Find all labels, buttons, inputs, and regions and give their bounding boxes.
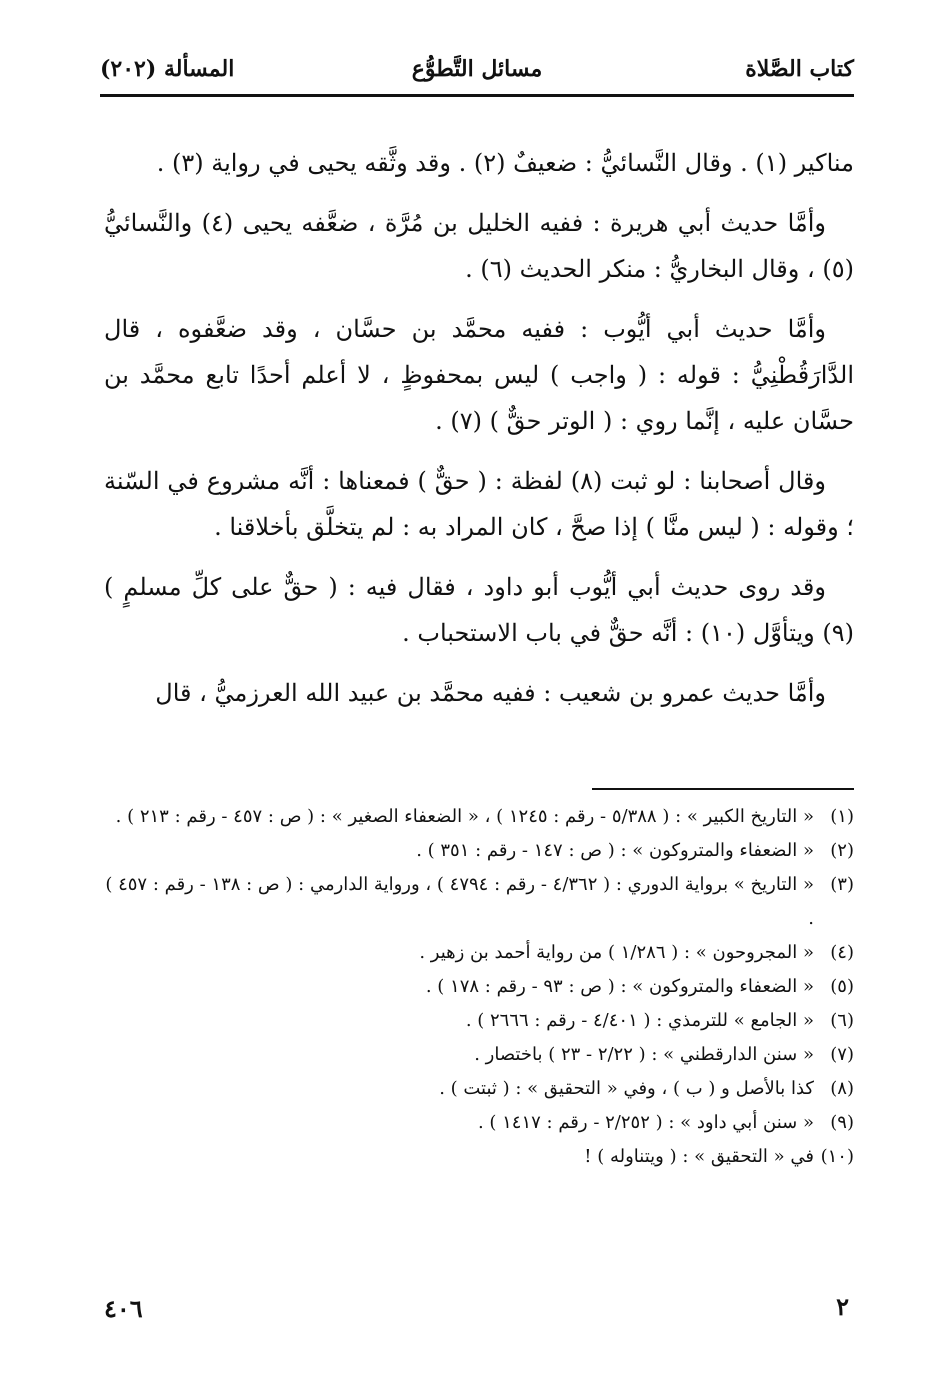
running-header [100, 52, 854, 92]
footnote-number: (٢) [830, 840, 854, 861]
footnote-number: (٤) [830, 942, 854, 963]
footnote-text: « سنن أبي داود » : ( ٢/٢٥٢ - رقم : ١٤١٧ ) . [477, 1112, 814, 1133]
footnote-text: في « التحقيق » : ( ويتناوله ) ! [584, 1146, 814, 1167]
main-text [104, 140, 854, 730]
paragraph: مناكير (١) . وقال النَّسائيُّ : ضعيفٌ (٢) . وقد وثَّقه يحيى في رواية (٣) . [156, 149, 854, 177]
paragraph: وأمَّا حديث عمرو بن شعيب : ففيه محمَّد بن عبيد الله العرزميُّ ، قال [155, 679, 826, 707]
footnote-number: (١) [830, 806, 854, 827]
footnote-number: (١٠) [820, 1146, 854, 1167]
footnote-text: « التاريخ » برواية الدوري : ( ٤/٣٦٢ - رقم : ٤٧٩٤ ) ، ورواية الدارمي : ( ص : ١٣٨ - رقم : ٤٥٧ ) . [105, 874, 814, 929]
header-divider [100, 94, 854, 97]
footnote [104, 1140, 854, 1174]
footnote [104, 1072, 854, 1106]
footnote-divider [592, 788, 854, 790]
footnote-text: « سنن الدارقطني » : ( ٢/٢٢ - ٢٣ ) باختصار . [474, 1044, 814, 1065]
footnote-text: « الضعفاء والمتروكون » : ( ص : ٩٣ - رقم : ١٧٨ ) . [425, 976, 814, 997]
paragraph: وقد روى حديث أبي أيُّوب أبو داود ، فقال فيه : ( حقٌّ على كلِّ مسلمٍ ) (٩) ويتأوَّل (١٠) : أنَّه حقٌّ في باب الاستحباب . [104, 573, 854, 647]
footnotes [104, 800, 854, 1174]
header-issue-number: المسألة (٢٠٢) [100, 56, 235, 82]
footnote [104, 936, 854, 970]
footnote-text: « التاريخ الكبير » : ( ٥/٣٨٨ - رقم : ١٢٤٥ ) ، « الضعفاء الصغير » : ( ص : ٤٥٧ - رقم : ٢١٣ ) . [115, 806, 814, 827]
footnote [104, 834, 854, 868]
footnote-number: (٨) [830, 1078, 854, 1099]
footnote-number: (٦) [830, 1010, 854, 1031]
footnote-number: (٣) [830, 874, 854, 895]
footnote [104, 1106, 854, 1140]
footnote [104, 1004, 854, 1038]
volume-number: ٢ [836, 1292, 849, 1321]
footnote [104, 1038, 854, 1072]
paragraph: وقال أصحابنا : لو ثبت (٨) لفظة : ( حقٌّ ) فمعناها : أنَّه مشروع في السّنة ؛ وقوله : ( ليس منَّا ) إذا صحَّ ، كان المراد به : لم يتخلَّق بأخلاقنا . [104, 467, 854, 541]
header-chapter-title: مسائل التَّطوُّع [411, 56, 543, 82]
footnote-text: « الضعفاء والمتروكون » : ( ص : ١٤٧ - رقم : ٣٥١ ) . [416, 840, 814, 861]
footnote-text: « المجروحون » : ( ١/٢٨٦ ) من رواية أحمد بن زهير . [419, 942, 814, 963]
footnote-text: كذا بالأصل و ( ب ) ، وفي « التحقيق » : ( ثبتت ) . [439, 1078, 814, 1099]
footnote-text: « الجامع » للترمذي : ( ٤/٤٠١ - رقم : ٢٦٦٦ ) . [465, 1010, 814, 1031]
page-number: ٤٠٦ [104, 1294, 143, 1323]
footnote-number: (٩) [830, 1112, 854, 1133]
footnote [104, 868, 854, 936]
header-book-title: كتاب الصَّلاة [745, 56, 854, 82]
footnote-number: (٥) [830, 976, 854, 997]
footnote [104, 800, 854, 834]
paragraph: وأمَّا حديث أبي هريرة : ففيه الخليل بن مُرَّة ، ضعَّفه يحيى (٤) والنَّسائيُّ (٥) ، وقال البخاريُّ : منكر الحديث (٦) . [104, 209, 854, 283]
footnote-number: (٧) [830, 1044, 854, 1065]
footnote [104, 970, 854, 1004]
paragraph: وأمَّا حديث أبي أيُّوب : ففيه محمَّد بن حسَّان ، وقد ضعَّفوه ، قال الدَّارَقُطْنِيُّ : قوله : ( واجب ) ليس بمحفوظٍ ، لا أعلم أحدًا تابع محمَّد بن حسَّان عليه ، إنَّما روي : ( الوتر حقٌّ ) (٧) . [104, 315, 854, 435]
